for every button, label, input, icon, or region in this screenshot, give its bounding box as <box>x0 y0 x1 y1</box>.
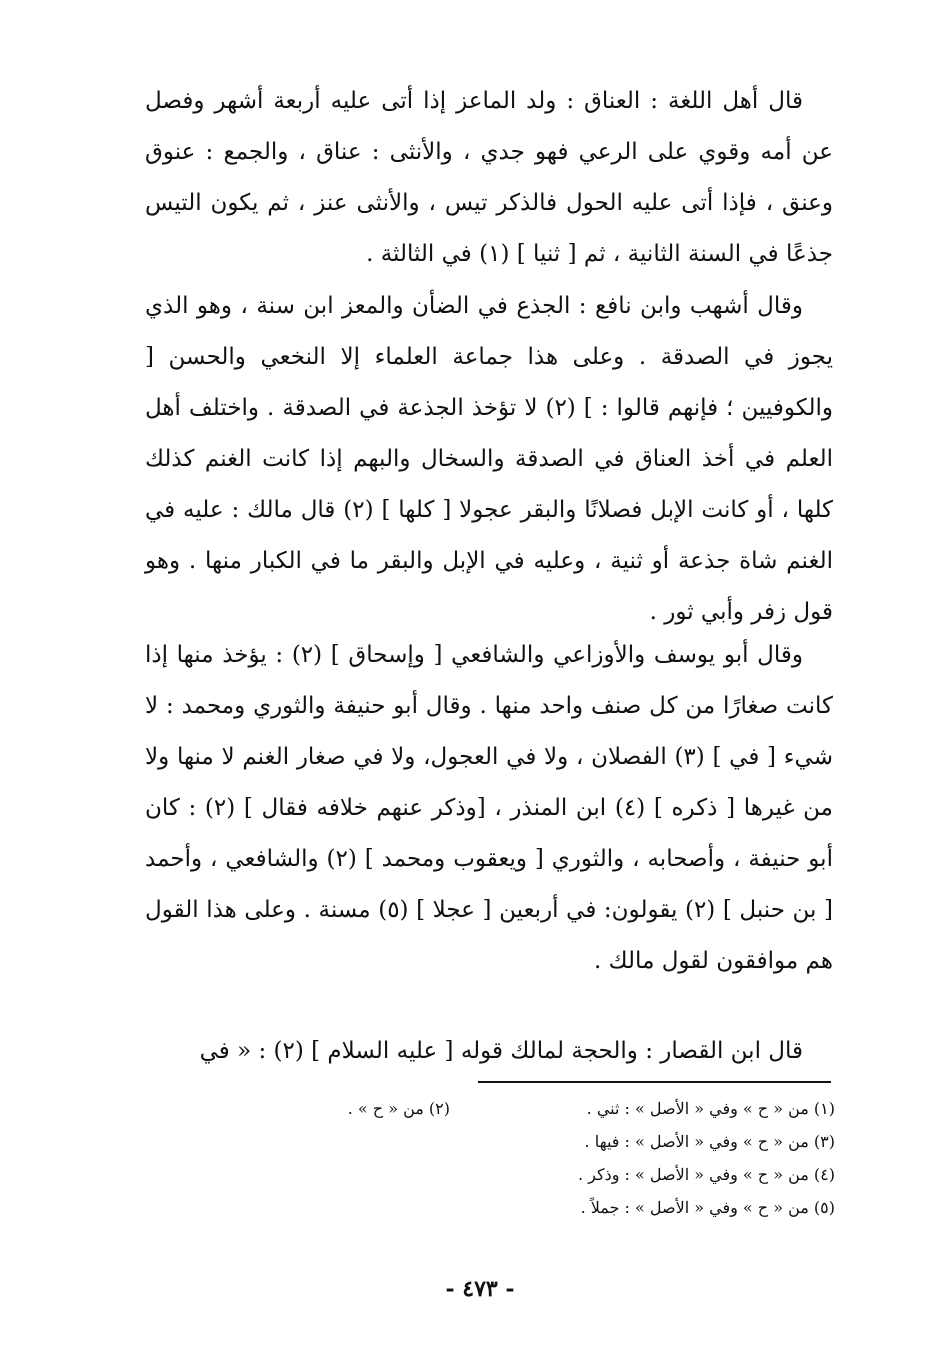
paragraph-abu-yusuf <box>145 630 833 987</box>
paragraph-text: وقال أبو يوسف والأوزاعي والشافعي [ وإسحاق ] (٢) : يؤخذ منها إذا كانت صغارًا من كل صنف واحد منها . وقال أبو حنيفة والثوري ومحمد : لا شيء [ في ] (٣) الفصلان ، ولا في العجول، ولا في صغار الغنم لا منها ولا من غيرها [ ذكره ] (٤) ابن المنذر ، [وذكر عنهم خلافه فقال ] (٢) : كان أبو حنيفة ، وأصحابه ، والثوري [ ويعقوب ومحمد ] (٢) والشافعي ، وأحمد [ بن حنبل ] (٢) يقولون: في أربعين [ عجلا ] (٥) مسنة . وعلى هذا القول هم موافقون لقول مالك . <box>145 642 834 974</box>
footnote-4: (٤) من « ح » وفي « الأصل » : وذكر . <box>577 1165 835 1184</box>
paragraph-definitions <box>145 76 833 280</box>
page-number: - ٤٧٣ - <box>445 1276 515 1302</box>
footnotes-side-column <box>270 1092 450 1125</box>
paragraph-ibn-qassar <box>145 1026 833 1077</box>
paragraph-ashhab <box>145 281 833 638</box>
footnote-3: (٣) من « ح » وفي « الأصل » : فيها . <box>584 1132 835 1151</box>
paragraph-text: وقال أشهب وابن نافع : الجذع في الضأن والمعز ابن سنة ، وهو الذي يجوز في الصدقة . وعلى هذا جماعة العلماء إلا النخعي والحسن [ والكوفيين ؛ فإنهم قالوا : ] (٢) لا تؤخذ الجذعة في الصدقة . واختلف أهل العلم في أخذ العناق في الصدقة والسخال والبهم إذا كانت الغنم كذلك كلها ، أو كانت الإبل فصلانًا والبقر عجولا [ كلها ] (٢) قال مالك : عليه في الغنم شاة جذعة أو ثنية ، وعليه في الإبل والبقر ما في الكبار منها . وهو قول زفر وأبي ثور . <box>145 293 834 625</box>
paragraph-text: قال ابن القصار : والحجة لمالك قوله [ عليه السلام ] (٢) : « في <box>199 1038 803 1064</box>
footnote-divider <box>478 1081 831 1083</box>
footnote-2: (٢) من « ح » . <box>347 1099 450 1118</box>
paragraph-text: قال أهل اللغة : العناق : ولد الماعز إذا أتى عليه أربعة أشهر وفصل عن أمه وقوي على الرعي فهو جدي ، والأنثى : عناق ، والجمع : عنوق وعنق ، فإذا أتى عليه الحول فالذكر تيس ، والأنثى عنز ، ثم يكون التيس جذعًا في السنة الثانية ، ثم [ ثنيا ] (١) في الثالثة . <box>145 88 833 267</box>
footnotes-main-column <box>470 1092 835 1224</box>
footnote-1: (١) من « ح » وفي « الأصل » : ثني . <box>586 1099 835 1118</box>
footnote-5: (٥) من « ح » وفي « الأصل » : جملاً . <box>580 1198 835 1217</box>
